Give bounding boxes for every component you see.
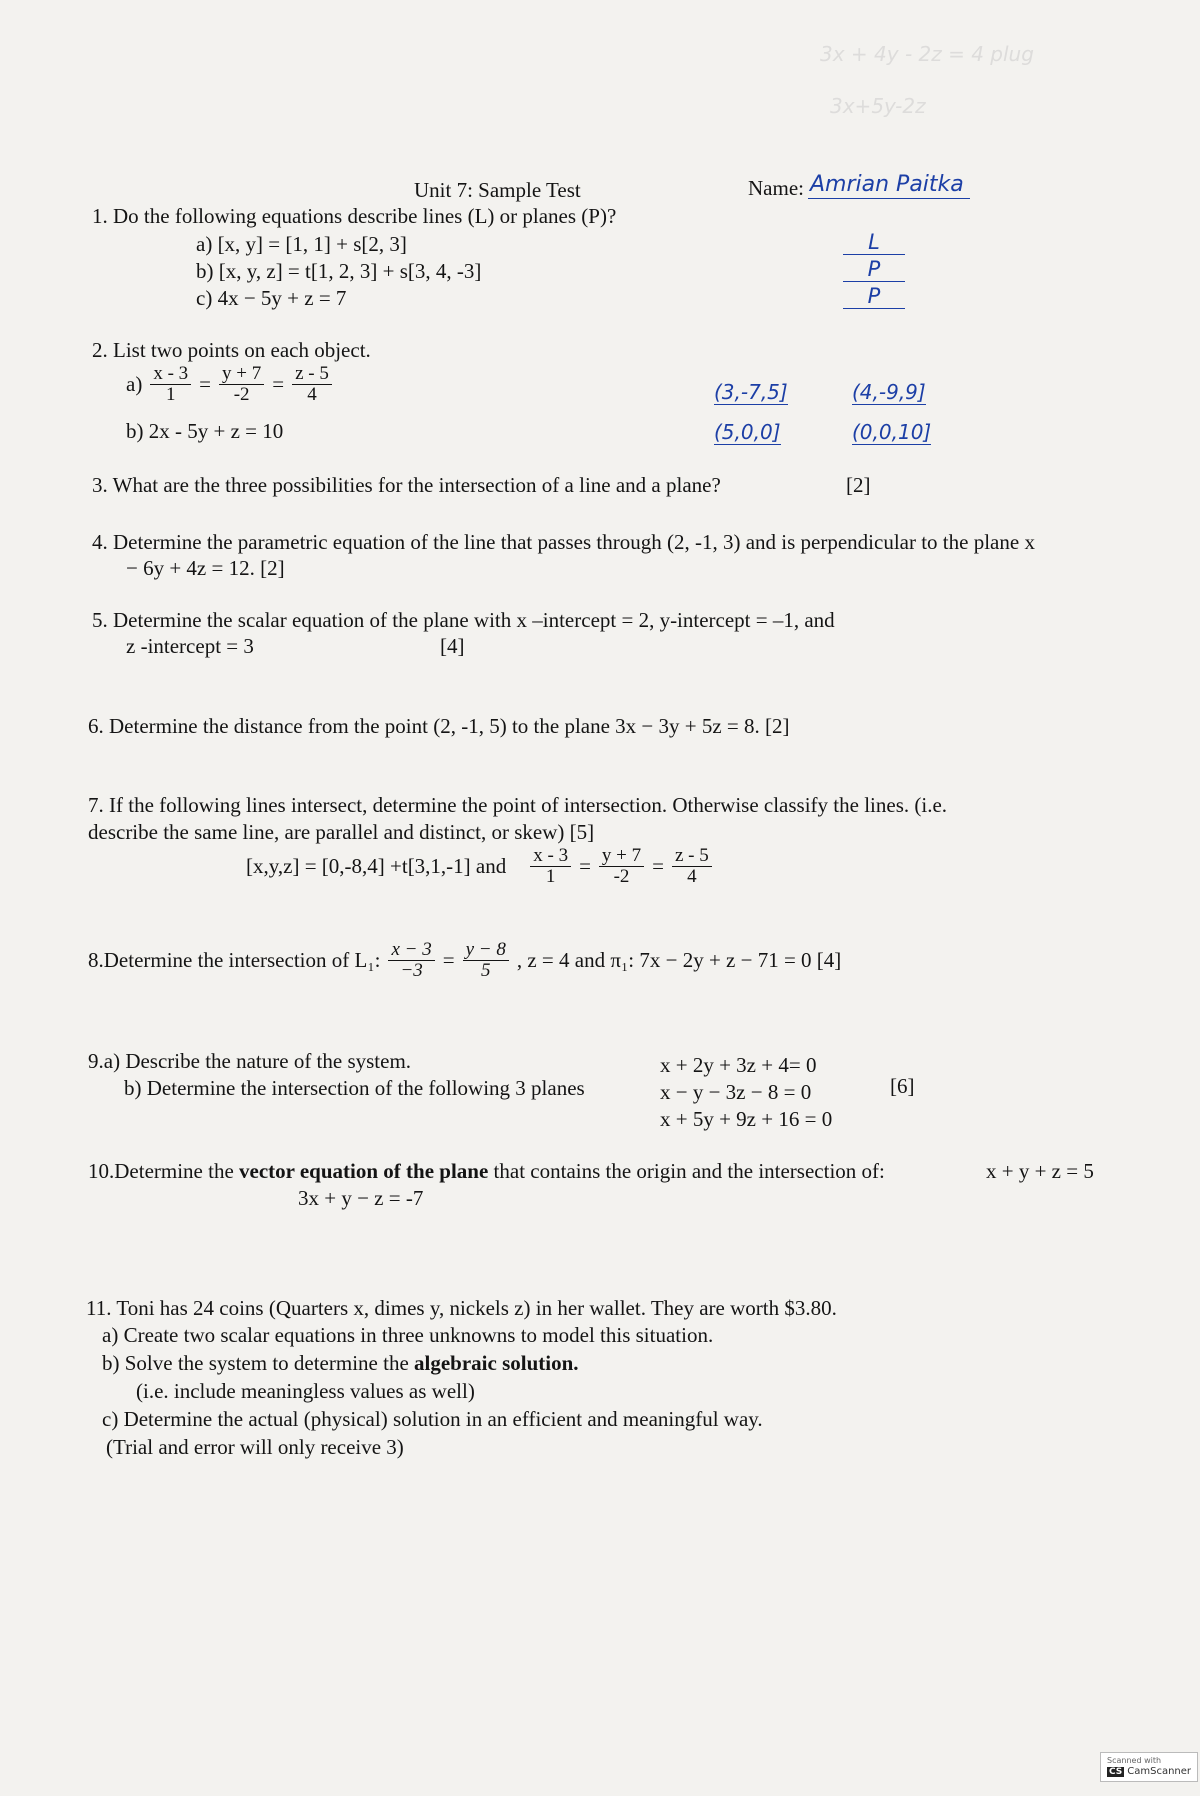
- question-10-equation-2: 3x + y − z = -7: [298, 1186, 424, 1210]
- answer-2a-point-1: (3,-7,5]: [714, 380, 788, 404]
- question-9-equation-3: x + 5y + 9z + 16 = 0: [660, 1107, 833, 1131]
- question-1c: c) 4x − 5y + z = 7: [196, 286, 347, 310]
- fraction: $\frac{y + 7}{-2}$: [599, 846, 644, 887]
- fraction: $\frac{x - 3}{1}$: [530, 846, 571, 887]
- fraction: $\frac{y + 7}{-2}$: [219, 364, 264, 405]
- question-1a: a) [x, y] = [1, 1] + s[2, 3]: [196, 232, 407, 256]
- question-7-vector-equation: [x,y,z] = [0,-8,4] +t[3,1,-1] and: [246, 853, 507, 878]
- question-4-line-1: 4. Determine the parametric equation of the line that passes through (2, -1, 3) and is perpendicular to the plane x: [92, 530, 1035, 554]
- page-title: Unit 7: Sample Test: [414, 178, 581, 202]
- question-2b: b) 2x - 5y + z = 10: [126, 419, 284, 443]
- camscanner-watermark: [1100, 1752, 1198, 1782]
- question-1b: b) [x, y, z] = t[1, 2, 3] + s[3, 4, -3]: [196, 259, 482, 283]
- student-name: Amrian Paitka: [808, 172, 970, 199]
- question-7-equations: [x,y,z] = [0,-8,4] +t[3,1,-1] and $\frac{x - 3}{1}$ = $\frac{y + 7}{-2}$ = $\frac{z - 5}{4}$: [246, 846, 714, 887]
- question-11-line-1: 11. Toni has 24 coins (Quarters x, dimes y, nickels z) in her wallet. They are worth $3.80.: [86, 1296, 837, 1320]
- fraction: $\frac{x - 3}{1}$: [150, 364, 191, 405]
- question-9a: 9.a) Describe the nature of the system.: [88, 1049, 412, 1073]
- question-5-marks: [4]: [440, 634, 465, 658]
- question-3-marks: [2]: [846, 473, 871, 497]
- question-8: 8.Determine the intersection of L₁: $\frac{x - 3}{-3}$ = $\frac{y - 8}{5}$ , z = 4 and π₁: 7x − 2y + z − 71 = 0 [4]: [88, 939, 842, 981]
- fraction: $\frac{x - 3}{-3}$: [388, 940, 434, 981]
- answer-2b-point-2: (0,0,10]: [852, 420, 932, 444]
- answer-2a-point-2: (4,-9,9]: [852, 380, 926, 404]
- question-2a: a) $\frac{x - 3}{1}$ = $\frac{y + 7}{-2}$ = $\frac{z - 5}{4}$: [126, 364, 334, 405]
- question-10-equation-1: x + y + z = 5: [986, 1159, 1094, 1183]
- fraction: $\frac{z - 5}{4}$: [672, 846, 712, 887]
- question-11b-note: (i.e. include meaningless values as well): [136, 1379, 475, 1403]
- answer-1b: P: [843, 257, 905, 282]
- question-11a: a) Create two scalar equations in three unknowns to model this situation.: [102, 1323, 714, 1347]
- question-6: 6. Determine the distance from the point (2, -1, 5) to the plane 3x − 3y + 5z = 8. [2]: [88, 714, 790, 738]
- fraction: $\frac{z - 5}{4}$: [292, 364, 332, 405]
- question-1-prompt: 1. Do the following equations describe lines (L) or planes (P)?: [92, 204, 617, 228]
- watermark-brand: CamScanner: [1127, 1765, 1192, 1777]
- question-7-line-1: 7. If the following lines intersect, determine the point of intersection. Otherwise classify the lines. (i.e.: [88, 793, 948, 817]
- question-9-marks: [6]: [890, 1074, 915, 1098]
- question-2-prompt: 2. List two points on each object.: [92, 338, 371, 362]
- camscanner-logo-icon: CS: [1109, 1766, 1123, 1777]
- question-8-tail: , z = 4 and π₁: 7x − 2y + z − 71 = 0 [4]: [516, 947, 842, 972]
- watermark-caption: Scanned with: [1107, 1756, 1162, 1765]
- question-11c-note: (Trial and error will only receive 3): [106, 1435, 404, 1459]
- question-5-line-1: 5. Determine the scalar equation of the plane with x –intercept = 2, y-intercept = –1, and: [92, 608, 835, 632]
- question-11c: c) Determine the actual (physical) solution in an efficient and meaningful way.: [102, 1407, 763, 1431]
- question-3: 3. What are the three possibilities for the intersection of a line and a plane?: [92, 473, 721, 497]
- answer-2b-point-1: (5,0,0]: [714, 420, 781, 444]
- question-2a-label: a): [126, 371, 143, 396]
- question-9b: b) Determine the intersection of the following 3 planes: [124, 1076, 585, 1100]
- question-4-line-2: − 6y + 4z = 12. [2]: [126, 556, 285, 580]
- bleed-through-text: 3x+5y-2z: [830, 94, 926, 118]
- bleed-through-text: 3x + 4y - 2z = 4 plug: [820, 42, 1034, 66]
- answer-1a: L: [843, 230, 905, 255]
- question-9-equation-2: x − y − 3z − 8 = 0: [660, 1080, 812, 1104]
- question-8-lead: 8.Determine the intersection of L₁:: [88, 947, 381, 972]
- question-10: 10.Determine the vector equation of the plane that contains the origin and the intersection of:: [88, 1159, 885, 1183]
- answer-1c: P: [843, 284, 905, 309]
- question-7-line-2: describe the same line, are parallel and distinct, or skew) [5]: [88, 820, 595, 844]
- name-label: Name:: [748, 176, 804, 200]
- question-5-line-2: z -intercept = 3: [126, 634, 254, 658]
- fraction: $\frac{y - 8}{5}$: [463, 940, 509, 981]
- question-11b: b) Solve the system to determine the algebraic solution.: [102, 1351, 579, 1375]
- question-9-equation-1: x + 2y + 3z + 4= 0: [660, 1053, 817, 1077]
